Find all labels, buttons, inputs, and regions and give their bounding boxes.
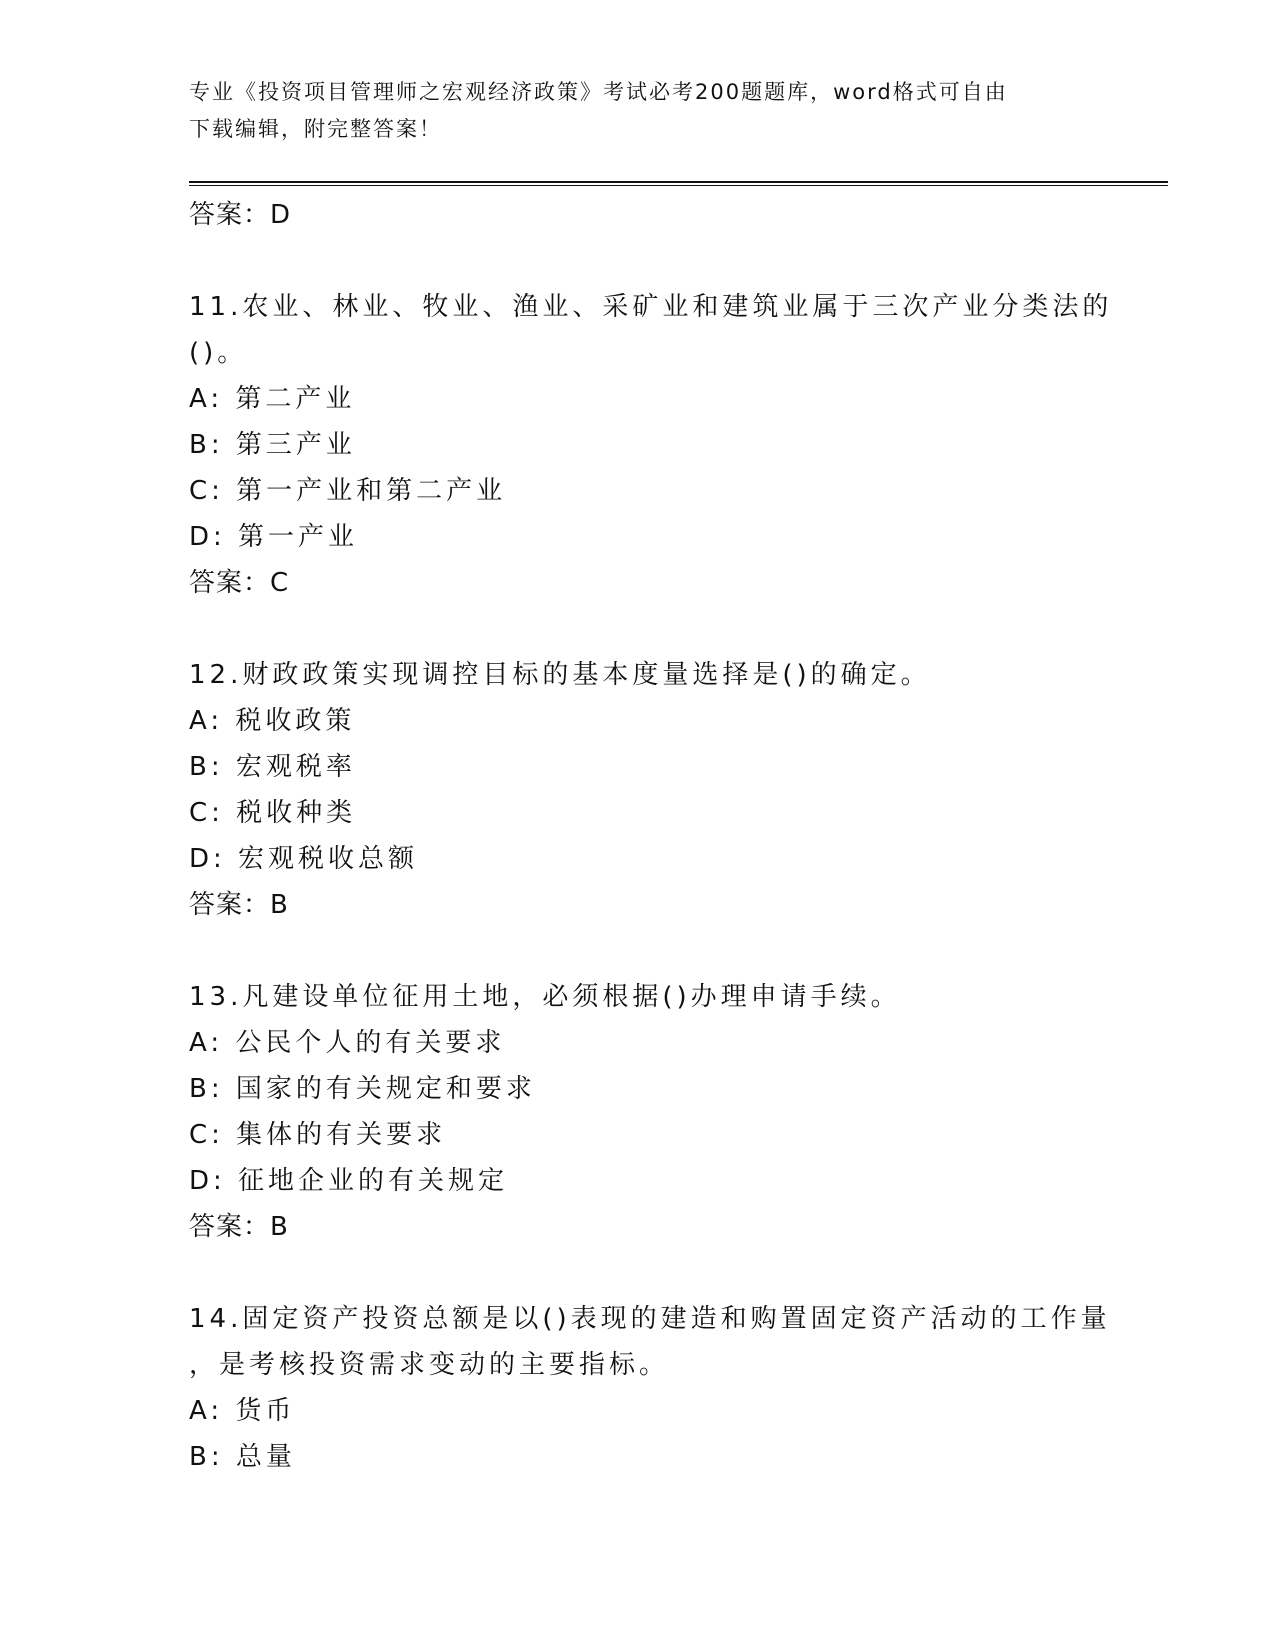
header-divider-thick: [189, 181, 1168, 183]
answer: 答案：B: [189, 1212, 289, 1242]
option-a: A: 货币: [189, 1396, 296, 1426]
spacer: [189, 238, 1089, 284]
question-stem-continued: ，是考核投资需求变动的主要指标。: [189, 1350, 670, 1380]
header-line-2: 下载编辑，附完整答案！: [189, 117, 442, 141]
question-14: [189, 1296, 1111, 1480]
question-stem: 14.固定资产投资总额是以()表现的建造和购置固定资产活动的工作量: [189, 1304, 1111, 1334]
question-list: [189, 192, 1113, 1480]
option-c: C: 第一产业和第二产业: [189, 476, 507, 506]
spacer: [189, 1250, 1089, 1296]
document-header: [189, 74, 1089, 148]
header-line-1: 专业《投资项目管理师之宏观经济政策》考试必考200题题库，word格式可自由: [189, 80, 1008, 104]
option-d: D: 宏观税收总额: [189, 844, 419, 874]
spacer: [189, 928, 1089, 974]
question-13: [189, 974, 1089, 1250]
option-d: D: 征地企业的有关规定: [189, 1166, 509, 1196]
header-divider-thin: [189, 185, 1168, 186]
option-d: D: 第一产业: [189, 522, 359, 552]
question-stem: 13.凡建设单位征用土地，必须根据()办理申请手续。: [189, 982, 901, 1012]
question-stem-continued: ()。: [189, 338, 248, 368]
option-c: C: 税收种类: [189, 798, 357, 828]
previous-answer: 答案：D: [189, 200, 292, 230]
question-12: [189, 652, 1089, 928]
option-a: A: 税收政策: [189, 706, 356, 736]
option-b: B: 总量: [189, 1442, 296, 1472]
option-a: A: 公民个人的有关要求: [189, 1028, 506, 1058]
option-b: B: 第三产业: [189, 430, 356, 460]
question-11: [189, 284, 1113, 606]
answer: 答案：B: [189, 890, 289, 920]
spacer: [189, 606, 1089, 652]
answer: 答案：C: [189, 568, 290, 598]
option-b: B: 国家的有关规定和要求: [189, 1074, 536, 1104]
question-stem: 11.农业、林业、牧业、渔业、采矿业和建筑业属于三次产业分类法的: [189, 292, 1113, 322]
option-b: B: 宏观税率: [189, 752, 356, 782]
question-stem: 12.财政政策实现调控目标的基本度量选择是()的确定。: [189, 660, 931, 690]
option-a: A: 第二产业: [189, 384, 356, 414]
option-c: C: 集体的有关要求: [189, 1120, 447, 1150]
